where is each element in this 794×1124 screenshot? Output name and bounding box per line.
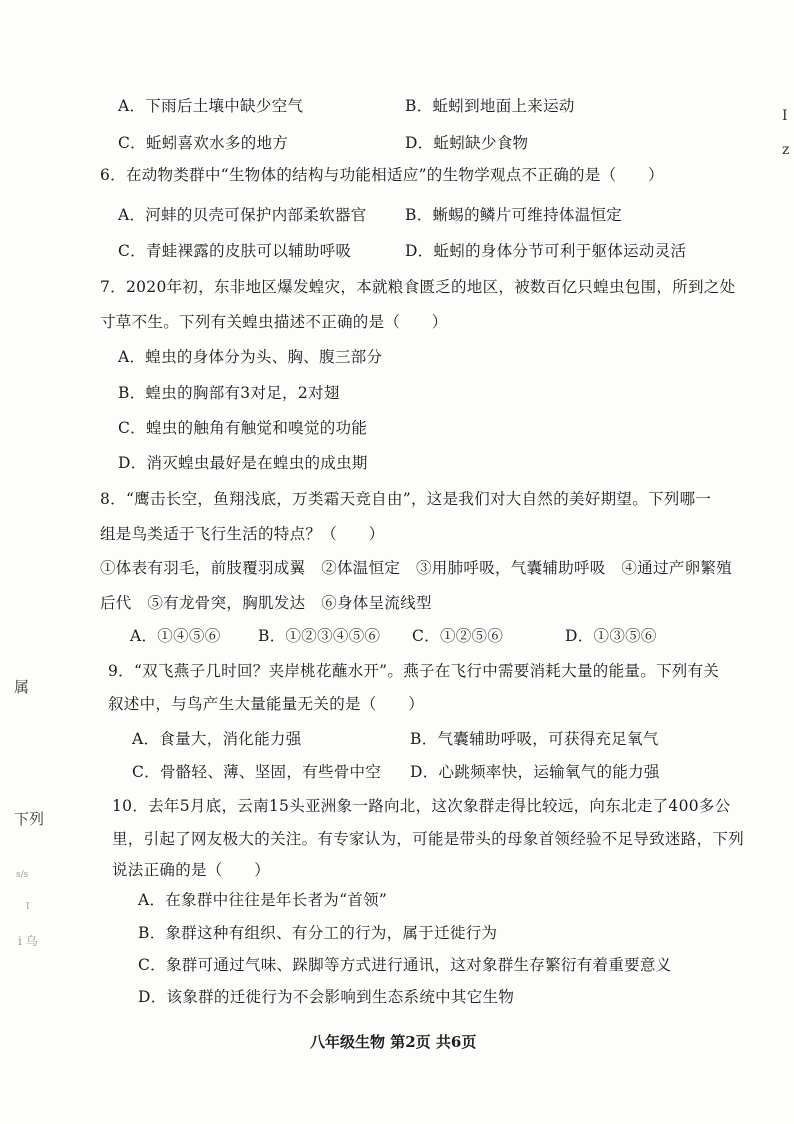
q5-option-c: C．蚯蚓喜欢水多的地方 [118,134,289,152]
q7-option-b: B．蝗虫的胸部有3对足，2对翅 [118,384,340,402]
q8-stem-line2: 组是鸟类适于飞行生活的特点？（ ） [100,525,385,543]
margin-fragment-right-2: z [782,142,790,158]
q8-option-d: D．①③⑤⑥ [565,627,657,645]
margin-fragment-left-3: s/s [16,870,29,880]
q10-stem-line2: 里，引起了网友极大的关注。有专家认为，可能是带头的母象首领经验不足导致迷路，下列 [112,830,745,848]
q9-stem-line2: 叙述中，与鸟产生大量能量无关的是（ ） [108,695,425,713]
q6-option-b: B．蜥蜴的鳞片可维持体温恒定 [405,206,623,224]
q10-option-a: A．在象群中往往是年长者为“首领” [138,891,388,909]
margin-fragment-right-1: I [782,108,788,124]
q9-option-b: B．气囊辅助呼吸，可获得充足氧气 [410,730,659,748]
q8-option-b: B．①②③④⑤⑥ [258,627,381,645]
margin-fragment-left-4: I [26,902,30,912]
margin-fragment-left-1: 属 [14,678,30,696]
q10-option-d: D．该象群的迁徙行为不会影响到生态系统中其它生物 [138,988,515,1006]
q7-option-c: C．蝗虫的触角有触觉和嗅觉的功能 [118,419,368,437]
q6-stem: 6．在动物类群中“生物体的结构与功能相适应”的生物学观点不正确的是（ ） [100,166,664,184]
q5-option-a: A．下雨后土壤中缺少空气 [118,97,304,115]
q8-items-line2: 后代 ⑤有龙骨突，胸肌发达 ⑥身体呈流线型 [100,594,432,612]
margin-fragment-left-5: i 乌 [18,934,38,948]
q8-option-a: A．①④⑤⑥ [130,627,221,645]
q9-option-a: A．食量大，消化能力强 [132,730,302,748]
q8-stem-line1: 8．“鹰击长空，鱼翔浅底，万类霜天竞自由”，这是我们对大自然的美好期望。下列哪一 [100,490,712,508]
q9-option-d: D．心跳频率快，运输氧气的能力强 [410,763,660,781]
q10-option-b: B．象群这种有组织、有分工的行为，属于迁徙行为 [138,924,498,942]
page-footer: 八年级生物 第2页 共6页 [310,1033,477,1051]
q10-stem-line3: 说法正确的是（ ） [112,861,271,879]
q6-option-d: D．蚯蚓的身体分节可利于躯体运动灵活 [405,242,687,260]
q6-option-c: C．青蛙裸露的皮肤可以辅助呼吸 [118,242,352,260]
q5-option-d: D．蚯蚓缺少食物 [405,134,529,152]
q7-stem-line1: 7．2020年初，东非地区爆发蝗灾，本就粮食匮乏的地区，被数百亿只蝗虫包围，所到之处 [100,278,736,296]
q9-option-c: C．骨骼轻、薄、坚固，有些骨中空 [132,763,382,781]
q10-option-c: C．象群可通过气味、跺脚等方式进行通讯，这对象群生存繁衍有着重要意义 [138,956,672,974]
q7-option-d: D．消灭蝗虫最好是在蝗虫的成虫期 [118,454,368,472]
margin-fragment-left-2: 下列 [14,810,45,828]
q10-stem-line1: 10．去年5月底，云南15头亚洲象一路向北，这次象群走得比较远，向东北走了400多公 [112,797,731,815]
q7-option-a: A．蝗虫的身体分为头、胸、腹三部分 [118,348,383,366]
q6-option-a: A．河蚌的贝壳可保护内部柔软器官 [118,206,367,224]
q5-option-b: B．蚯蚓到地面上来运动 [405,97,575,115]
q8-items-line1: ①体表有羽毛，前肢覆羽成翼 ②体温恒定 ③用肺呼吸，气囊辅助呼吸 ④通过产卵繁殖 [100,559,733,577]
q7-stem-line2: 寸草不生。下列有关蝗虫描述不正确的是（ ） [100,313,448,331]
q8-option-c: C．①②⑤⑥ [412,627,504,645]
q9-stem-line1: 9．“双飞燕子几时回？夹岸桃花蘸水开”。燕子在飞行中需要消耗大量的能量。下列有关 [108,662,720,680]
